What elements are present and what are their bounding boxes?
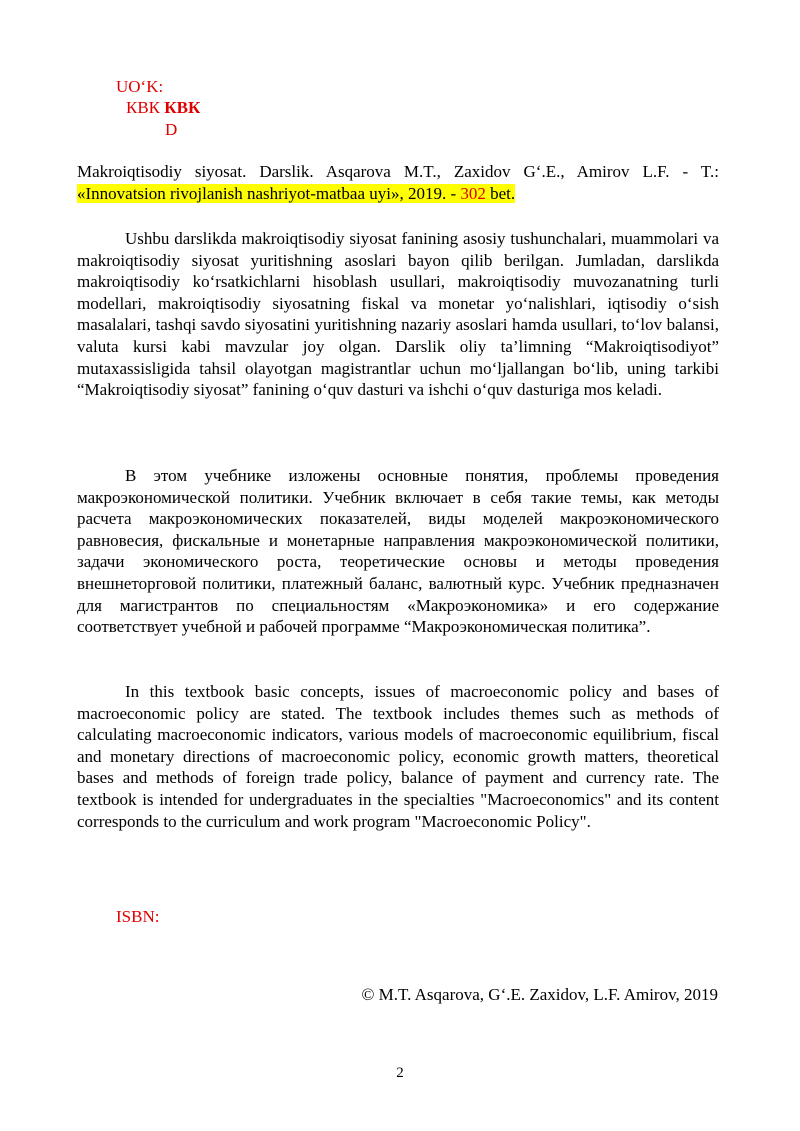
bibliography-publisher: «Innovatsion rivojlanish nashriyot-matbaa uyi», 2019. -: [77, 183, 461, 203]
abstract-uzbek: [77, 228, 719, 401]
kbk-line: [126, 97, 200, 118]
abstract-english: [77, 681, 719, 832]
copyright-line: © M.T. Asqarova, G‘.E. Zaxidov, L.F. Amirov, 2019: [361, 985, 718, 1004]
isbn-label: ISBN:: [116, 907, 160, 926]
bibliographic-record: [77, 161, 719, 204]
d-label: D: [165, 120, 178, 139]
abstract-english-text: In this textbook basic concepts, issues of macroeconomic policy and bases of macroeconomic policy are stated. The textbook includes themes such as methods of calculating macroeconomic indicators, various models of macroeconomic equilibrium, fiscal and monetary directions of macroeconomic policy, economic growth matters, theoretical bases and methods of foreign trade policy, balance of payment and currency rate. The textbook is intended for undergraduates in the specialties "Macroeconomics" and its content corresponds to the curriculum and work program "Macroeconomic Policy".: [77, 682, 719, 831]
abstract-uzbek-text: Ushbu darslikda makroiqtisodiy siyosat fanining asosiy tushunchalari, muammolari va makroiqtisodiy siyosat yuritishning asoslari bayon qilib berilgan. Jumladan, darslikda makroiqtisodiy ko‘rsatkichlarni hisoblash usullari, makroiqtisodiy muvozanatning turli modellari, makroiqtisodiy siyosatning fiskal va monetar yo‘nalishlari, iqtisodiy o‘sish masalalari, tashqi savdo siyosatini yuritishning nazariy asoslari hamda usullari, to‘lov balansi, valuta kursi kabi mavzular joy olgan. Darslik oliy ta’limning “Makroiqtisodiyot” mutaxassisligida tahsil olayotgan magistrantlar uchun mo‘ljallangan bo‘lib, uning tarkibi “Makroiqtisodiy siyosat” fanining o‘quv dasturi va ishchi o‘quv dasturiga mos keladi.: [77, 229, 719, 400]
kbk-label: КВК: [126, 98, 161, 117]
abstract-russian: [77, 465, 719, 638]
bibliography-bet: bet.: [485, 183, 516, 203]
kbk-label-bold: КВК: [164, 98, 201, 117]
bibliography-publisher-highlight: [77, 184, 515, 203]
abstract-russian-text: В этом учебнике изложены основные понятия, проблемы проведения макроэкономической политики. Учебник включает в себя такие темы, как методы расчета макроэкономических показателей, виды моделей макроэкономического равновесия, фискальные и монетарные направления макроэкономической политики, задачи экономического роста, теоретические основы и методы проведения внешнеторговой политики, платежный баланс, валютный курс. Учебник предназначен для магистрантов по специальностям «Макроэкономика» и его содержание соответствует учебной и рабочей программе “Макроэкономическая политика”.: [77, 466, 719, 637]
page-number: 2: [396, 1065, 404, 1081]
bibliography-pages: 302: [460, 183, 486, 203]
udk-label: UO‘K:: [116, 77, 164, 96]
bibliography-lead: Makroiqtisodiy siyosat. Darslik. Asqarova M.T., Zaxidov G‘.E., Amirov L.F. - T.:: [77, 162, 719, 181]
